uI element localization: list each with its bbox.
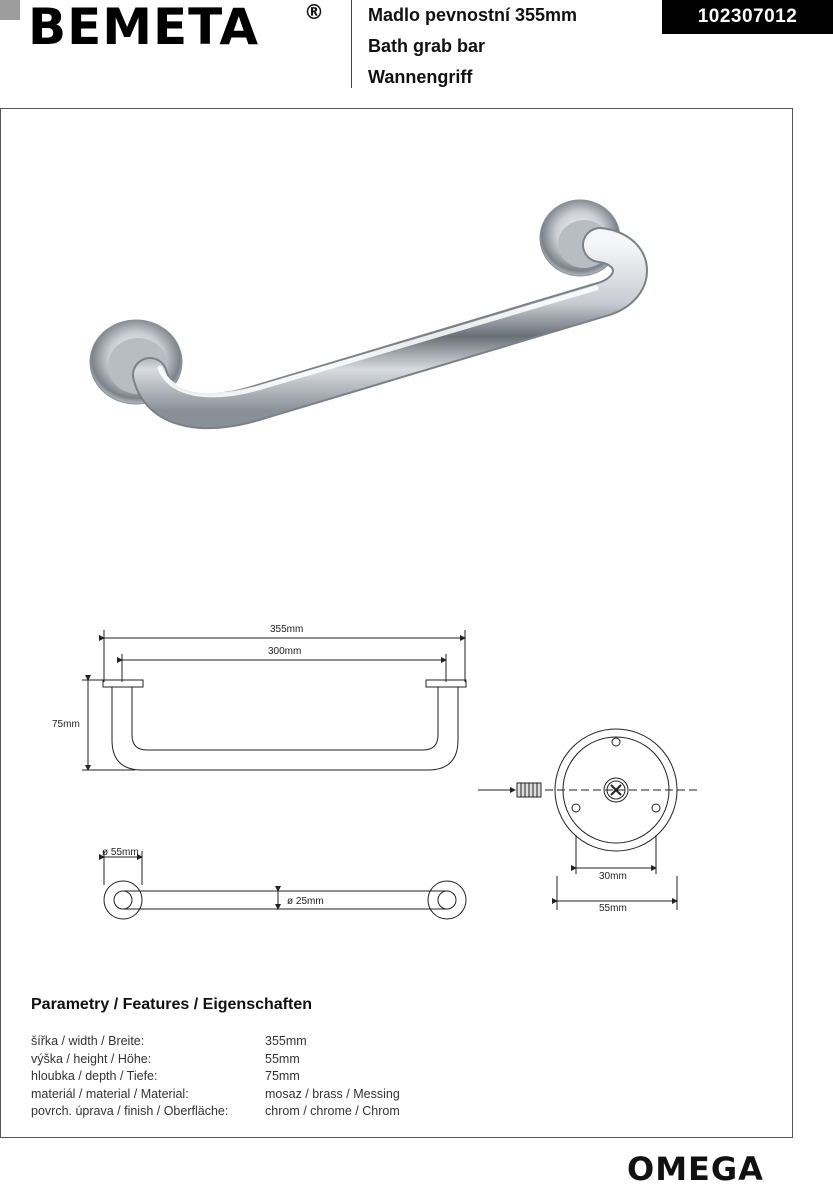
dim-hole-spacing: 30mm [599, 871, 627, 882]
dim-overall-width: 355mm [270, 624, 304, 635]
series-name: OMEGA [627, 1150, 764, 1188]
dim-bar-diameter: ø 25mm [287, 896, 324, 907]
dim-rosette-width: 55mm [599, 903, 627, 914]
feature-value: 55mm [265, 1051, 300, 1066]
dim-rosette-diameter: ø 55mm [102, 847, 139, 858]
feature-label: povrch. úprava / finish / Oberfläche: [31, 1104, 229, 1118]
brand-name: BEMETA [28, 0, 260, 56]
feature-value: chrom / chrome / Chrom [265, 1104, 400, 1118]
feature-row [31, 1086, 451, 1104]
feature-row [31, 1051, 451, 1069]
features-table [31, 1033, 451, 1121]
title-czech: Madlo pevnostní 355mm [368, 5, 578, 25]
feature-value: 355mm [265, 1034, 307, 1048]
features-title: Parametry / Features / Eigenschaften [31, 996, 312, 1013]
dim-inner-width: 300mm [268, 646, 302, 657]
feature-value: 75mm [265, 1069, 300, 1083]
product-photo [90, 200, 630, 411]
feature-label: šířka / width / Breite: [31, 1034, 145, 1048]
feature-label: hloubka / depth / Tiefe: [31, 1069, 158, 1083]
registered-mark: ® [304, 0, 324, 24]
dim-depth: 75mm [52, 719, 80, 730]
product-code: 102307012 [662, 0, 833, 34]
feature-value: mosaz / brass / Messing [265, 1086, 400, 1101]
feature-row [31, 1068, 451, 1086]
title-english: Bath grab bar [368, 36, 486, 56]
rosette-drawing [478, 729, 700, 910]
feature-row [31, 1033, 451, 1051]
top-view-drawing [104, 851, 466, 919]
feature-label: výška / height / Höhe: [31, 1051, 152, 1066]
feature-row [31, 1103, 451, 1121]
title-german: Wannengriff [368, 67, 473, 87]
feature-label: materiál / material / Material: [31, 1086, 189, 1101]
